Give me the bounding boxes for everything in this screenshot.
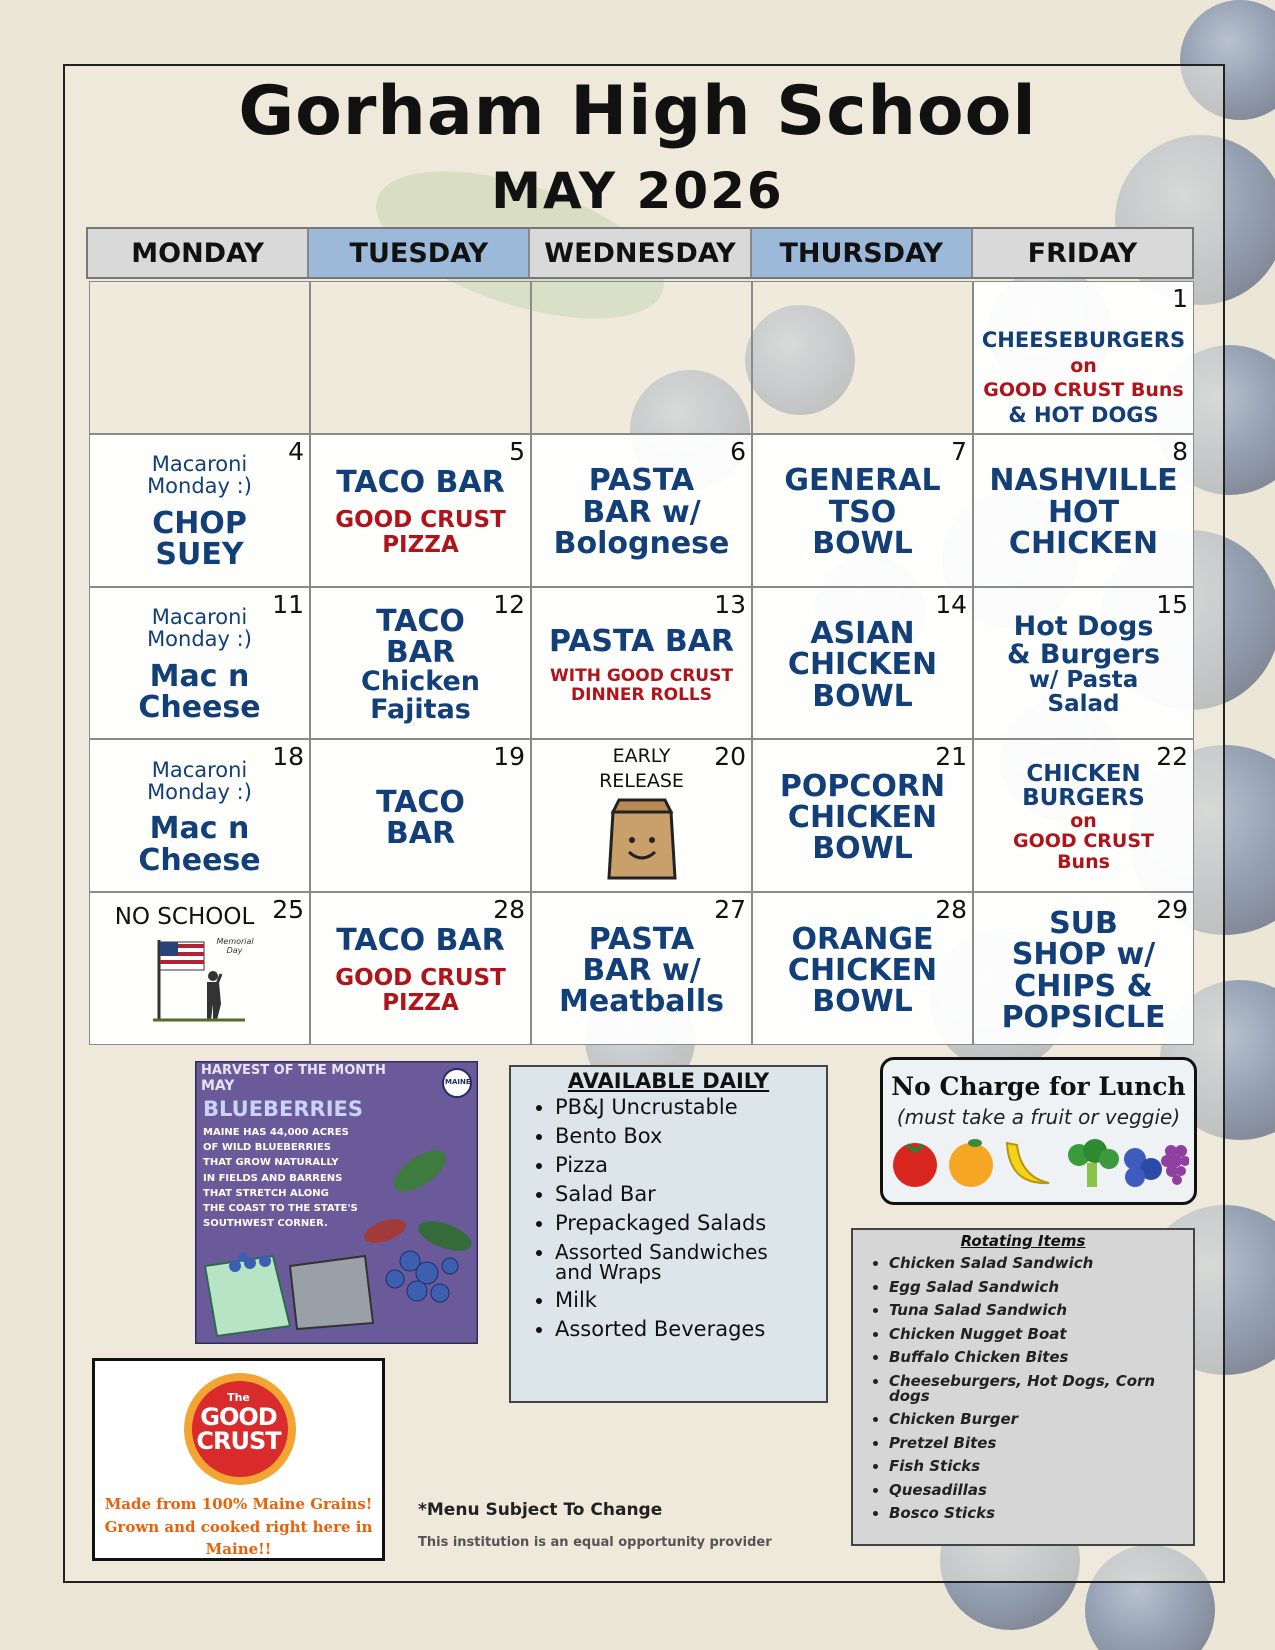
weekday-tuesday: TUESDAY bbox=[309, 229, 530, 277]
calendar-cell-may-13 bbox=[531, 587, 752, 740]
good-crust-logo-text: GOOD bbox=[200, 1403, 277, 1431]
harvest-facts bbox=[203, 1125, 358, 1231]
date-number: 28 bbox=[493, 895, 525, 925]
menu-line: w/ Pasta bbox=[1028, 667, 1139, 694]
calendar-cell-may-6 bbox=[531, 434, 752, 587]
menu-line: Cheese bbox=[138, 842, 261, 878]
harvest-fact-line: THE COAST TO THE STATE'S bbox=[203, 1202, 358, 1214]
harvest-heading: HARVEST OF THE MONTH bbox=[201, 1063, 386, 1078]
weekday-wednesday: WEDNESDAY bbox=[530, 229, 751, 277]
calendar-grid bbox=[89, 281, 1194, 1045]
menu-line: CHICKEN bbox=[787, 953, 938, 988]
list-item: • Bento Box bbox=[555, 1126, 826, 1147]
list-item: • Bosco Sticks bbox=[889, 1506, 1193, 1521]
list-item: • Chicken Nugget Boat bbox=[889, 1327, 1193, 1342]
menu-line: CHICKEN bbox=[1026, 761, 1141, 788]
calendar-cell-may-21 bbox=[752, 739, 973, 892]
menu-line: GENERAL bbox=[784, 463, 941, 499]
date-number: 21 bbox=[935, 742, 967, 772]
calendar-cell-may-15 bbox=[973, 587, 1194, 740]
menu-line: Salad bbox=[1047, 691, 1120, 718]
menu-line: Cheese bbox=[138, 689, 261, 725]
calendar-cell-may-14 bbox=[752, 587, 973, 740]
calendar-cell-may-28 bbox=[752, 892, 973, 1045]
menu-line: Monday :) bbox=[147, 779, 252, 804]
calendar-cell-may-11 bbox=[89, 587, 310, 740]
menu-line: NASHVILLE bbox=[989, 463, 1178, 499]
menu-change-note: *Menu Subject To Change bbox=[418, 1500, 663, 1520]
menu-line: & HOT DOGS bbox=[1008, 402, 1159, 427]
date-number: 18 bbox=[272, 742, 304, 772]
menu-line: TACO bbox=[376, 784, 465, 820]
menu-line: NO SCHOOL bbox=[114, 904, 255, 931]
menu-line: BOWL bbox=[812, 984, 913, 1020]
menu-line: CHOP bbox=[152, 505, 247, 541]
menu-line: ORANGE bbox=[791, 921, 934, 957]
menu-line: Bolognese bbox=[553, 525, 730, 561]
good-crust-tagline-line: Maine!! bbox=[205, 1540, 272, 1558]
date-number: 5 bbox=[509, 436, 525, 466]
menu-line: SHOP w/ bbox=[1011, 937, 1156, 973]
no-charge-subtitle: (must take a fruit or veggie) bbox=[896, 1105, 1181, 1129]
menu-line: Macaroni bbox=[151, 604, 248, 629]
menu-line: Monday :) bbox=[147, 626, 252, 651]
calendar-cell-empty bbox=[89, 281, 310, 434]
calendar-cell-may-19 bbox=[310, 739, 531, 892]
list-item: • PB&J Uncrustable bbox=[555, 1097, 826, 1118]
calendar-cell-empty bbox=[310, 281, 531, 434]
harvest-fruit: BLUEBERRIES bbox=[203, 1097, 364, 1121]
list-item: • Assorted Sandwiches and Wraps bbox=[555, 1242, 805, 1282]
menu-line: BOWL bbox=[812, 525, 913, 561]
menu-line: Hot Dogs bbox=[1013, 611, 1154, 642]
menu-line: CHICKEN bbox=[787, 647, 938, 683]
menu-line: PASTA BAR bbox=[548, 624, 735, 660]
no-charge-title: No Charge for Lunch bbox=[891, 1072, 1186, 1101]
menu-line: BAR bbox=[385, 634, 456, 670]
menu-line: Macaroni bbox=[151, 757, 248, 782]
menu-line: PIZZA bbox=[382, 531, 459, 558]
menu-line: Mac n bbox=[149, 658, 250, 694]
menu-line: PIZZA bbox=[382, 990, 459, 1017]
fruit-veggie-icons bbox=[889, 1133, 1189, 1193]
menu-line: TSO bbox=[828, 494, 897, 530]
list-item: • Salad Bar bbox=[555, 1184, 826, 1205]
calendar-cell-may-18 bbox=[89, 739, 310, 892]
list-item: • Prepackaged Salads bbox=[555, 1213, 826, 1234]
menu-line: SUB bbox=[1049, 906, 1118, 942]
date-number: 25 bbox=[272, 895, 304, 925]
good-crust-tagline-line: Made from 100% Maine Grains! bbox=[104, 1495, 373, 1513]
date-number: 22 bbox=[1156, 742, 1188, 772]
date-number: 29 bbox=[1156, 895, 1188, 925]
date-number: 6 bbox=[730, 436, 746, 466]
calendar-cell-may-7 bbox=[752, 434, 973, 587]
harvest-fact-line: THAT GROW NATURALLY bbox=[203, 1157, 339, 1169]
calendar-cell-may-22 bbox=[973, 739, 1194, 892]
month-title: MAY 2026 bbox=[491, 162, 784, 220]
menu-line: BOWL bbox=[812, 831, 913, 867]
date-number: 27 bbox=[714, 895, 746, 925]
menu-line: CHICKEN bbox=[787, 800, 938, 836]
equal-opportunity-note: This institution is an equal opportunity provider bbox=[418, 1535, 772, 1550]
list-item: • Chicken Salad Sandwich bbox=[889, 1256, 1193, 1271]
menu-line: EARLY bbox=[612, 745, 671, 768]
menu-line: Chicken bbox=[360, 666, 481, 698]
menu-line: PASTA bbox=[588, 463, 695, 499]
list-item: • Quesadillas bbox=[889, 1483, 1193, 1498]
menu-line: TACO BAR bbox=[336, 923, 505, 959]
rotating-items-title: Rotating Items bbox=[960, 1232, 1086, 1250]
rotating-items-box bbox=[851, 1228, 1195, 1546]
menu-line: PASTA bbox=[588, 921, 695, 957]
menu-line: TACO BAR bbox=[336, 464, 505, 500]
menu-line: Macaroni bbox=[151, 452, 248, 477]
menu-line: CHEESEBURGERS bbox=[981, 328, 1186, 353]
date-number: 4 bbox=[288, 436, 304, 466]
menu-line: TACO bbox=[376, 603, 465, 639]
list-item: • Cheeseburgers, Hot Dogs, Corn dogs bbox=[889, 1374, 1193, 1404]
paper-bag-icon bbox=[605, 798, 679, 882]
no-charge-box bbox=[880, 1057, 1197, 1205]
calendar-cell-may-1 bbox=[973, 281, 1194, 434]
menu-line: BURGERS bbox=[1022, 785, 1145, 812]
good-crust-tagline bbox=[95, 1493, 382, 1561]
good-crust-logo-text: CRUST bbox=[196, 1427, 281, 1455]
good-crust-tagline-line: Grown and cooked right here in bbox=[104, 1517, 373, 1536]
available-daily-title: AVAILABLE DAILY bbox=[567, 1069, 770, 1093]
calendar-cell-may-8 bbox=[973, 434, 1194, 587]
menu-line: GOOD CRUST bbox=[335, 965, 506, 992]
date-number: 13 bbox=[714, 589, 746, 619]
harvest-month: MAY bbox=[201, 1078, 235, 1094]
school-title: Gorham High School bbox=[238, 72, 1037, 151]
rotating-items-list bbox=[853, 1256, 1193, 1521]
menu-line: POPSICLE bbox=[1001, 999, 1166, 1035]
calendar-cell-may-27 bbox=[531, 892, 752, 1045]
menu-line: Buns bbox=[1057, 850, 1110, 873]
weekday-header bbox=[86, 227, 1194, 279]
harvest-fact-line: IN FIELDS AND BARRENS bbox=[203, 1172, 343, 1184]
calendar-cell-may-5 bbox=[310, 434, 531, 587]
menu-line: BAR w/ bbox=[582, 494, 701, 530]
menu-line: DINNER ROLLS bbox=[571, 684, 712, 705]
date-number: 28 bbox=[935, 895, 967, 925]
date-number: 19 bbox=[493, 742, 525, 772]
list-item: • Pretzel Bites bbox=[889, 1436, 1193, 1451]
menu-line: GOOD CRUST Buns bbox=[983, 379, 1184, 402]
menu-line: on bbox=[1070, 354, 1097, 377]
weekday-friday: FRIDAY bbox=[973, 229, 1192, 277]
list-item: • Buffalo Chicken Bites bbox=[889, 1350, 1193, 1365]
menu-line: on bbox=[1070, 809, 1097, 832]
harvest-of-the-month-poster bbox=[195, 1061, 478, 1344]
date-number: 7 bbox=[951, 436, 967, 466]
menu-line: POPCORN bbox=[779, 769, 946, 804]
menu-line: Fajitas bbox=[370, 694, 471, 726]
date-number: 20 bbox=[714, 742, 746, 772]
weekday-thursday: THURSDAY bbox=[752, 229, 973, 277]
date-number: 8 bbox=[1172, 436, 1188, 466]
date-number: 14 bbox=[935, 589, 967, 619]
menu-line: BAR w/ bbox=[582, 953, 701, 988]
calendar-cell-may-20 bbox=[531, 739, 752, 892]
calendar-cell-may-4 bbox=[89, 434, 310, 587]
harvest-fact-line: THAT STRETCH ALONG bbox=[203, 1187, 329, 1199]
date-number: 11 bbox=[272, 589, 304, 619]
memorial-day-badge: Memorial Day bbox=[216, 937, 254, 956]
menu-line: BAR bbox=[385, 815, 456, 851]
menu-line: SUEY bbox=[155, 537, 244, 573]
menu-line: CHICKEN bbox=[1008, 525, 1159, 561]
good-crust-box bbox=[92, 1358, 385, 1561]
menu-line: BOWL bbox=[812, 678, 913, 714]
list-item: • Pizza bbox=[555, 1155, 826, 1176]
harvest-fact-line: OF WILD BLUEBERRIES bbox=[203, 1142, 331, 1154]
menu-line: ASIAN bbox=[810, 616, 915, 652]
available-daily-list bbox=[511, 1097, 826, 1340]
menu-line: WITH GOOD CRUST bbox=[550, 666, 733, 687]
menu-line: HOT bbox=[1047, 494, 1120, 530]
menu-line: & Burgers bbox=[1006, 639, 1161, 671]
menu-line: GOOD CRUST bbox=[1013, 830, 1154, 853]
list-item: • Egg Salad Sandwich bbox=[889, 1280, 1193, 1295]
calendar-cell-may-25 bbox=[89, 892, 310, 1045]
menu-line: GOOD CRUST bbox=[335, 506, 506, 533]
calendar-cell-may-12 bbox=[310, 587, 531, 740]
calendar-cell-may-29 bbox=[973, 892, 1194, 1045]
harvest-maine-badge: MAINE bbox=[445, 1078, 471, 1086]
list-item: • Chicken Burger bbox=[889, 1412, 1193, 1427]
menu-line: CHIPS & bbox=[1014, 968, 1153, 1004]
calendar-cell-may-26 bbox=[310, 892, 531, 1045]
menu-line: Mac n bbox=[149, 811, 250, 847]
harvest-fact-line: SOUTHWEST CORNER. bbox=[203, 1218, 328, 1230]
date-number: 1 bbox=[1172, 284, 1188, 313]
list-item: • Fish Sticks bbox=[889, 1459, 1193, 1474]
weekday-monday: MONDAY bbox=[88, 229, 309, 277]
calendar-cell-empty bbox=[531, 281, 752, 434]
menu-line: Monday :) bbox=[147, 474, 252, 498]
list-item: • Tuna Salad Sandwich bbox=[889, 1303, 1193, 1318]
date-number: 12 bbox=[493, 589, 525, 619]
available-daily-box bbox=[509, 1065, 828, 1403]
menu-line: Meatballs bbox=[559, 984, 724, 1020]
good-crust-logo-small: The bbox=[227, 1391, 250, 1404]
list-item: • Milk bbox=[555, 1290, 826, 1311]
menu-line: RELEASE bbox=[599, 770, 684, 793]
harvest-fact-line: MAINE HAS 44,000 ACRES bbox=[203, 1127, 349, 1138]
list-item: • Assorted Beverages bbox=[555, 1319, 826, 1340]
date-number: 15 bbox=[1156, 589, 1188, 619]
calendar-cell-empty bbox=[752, 281, 973, 434]
